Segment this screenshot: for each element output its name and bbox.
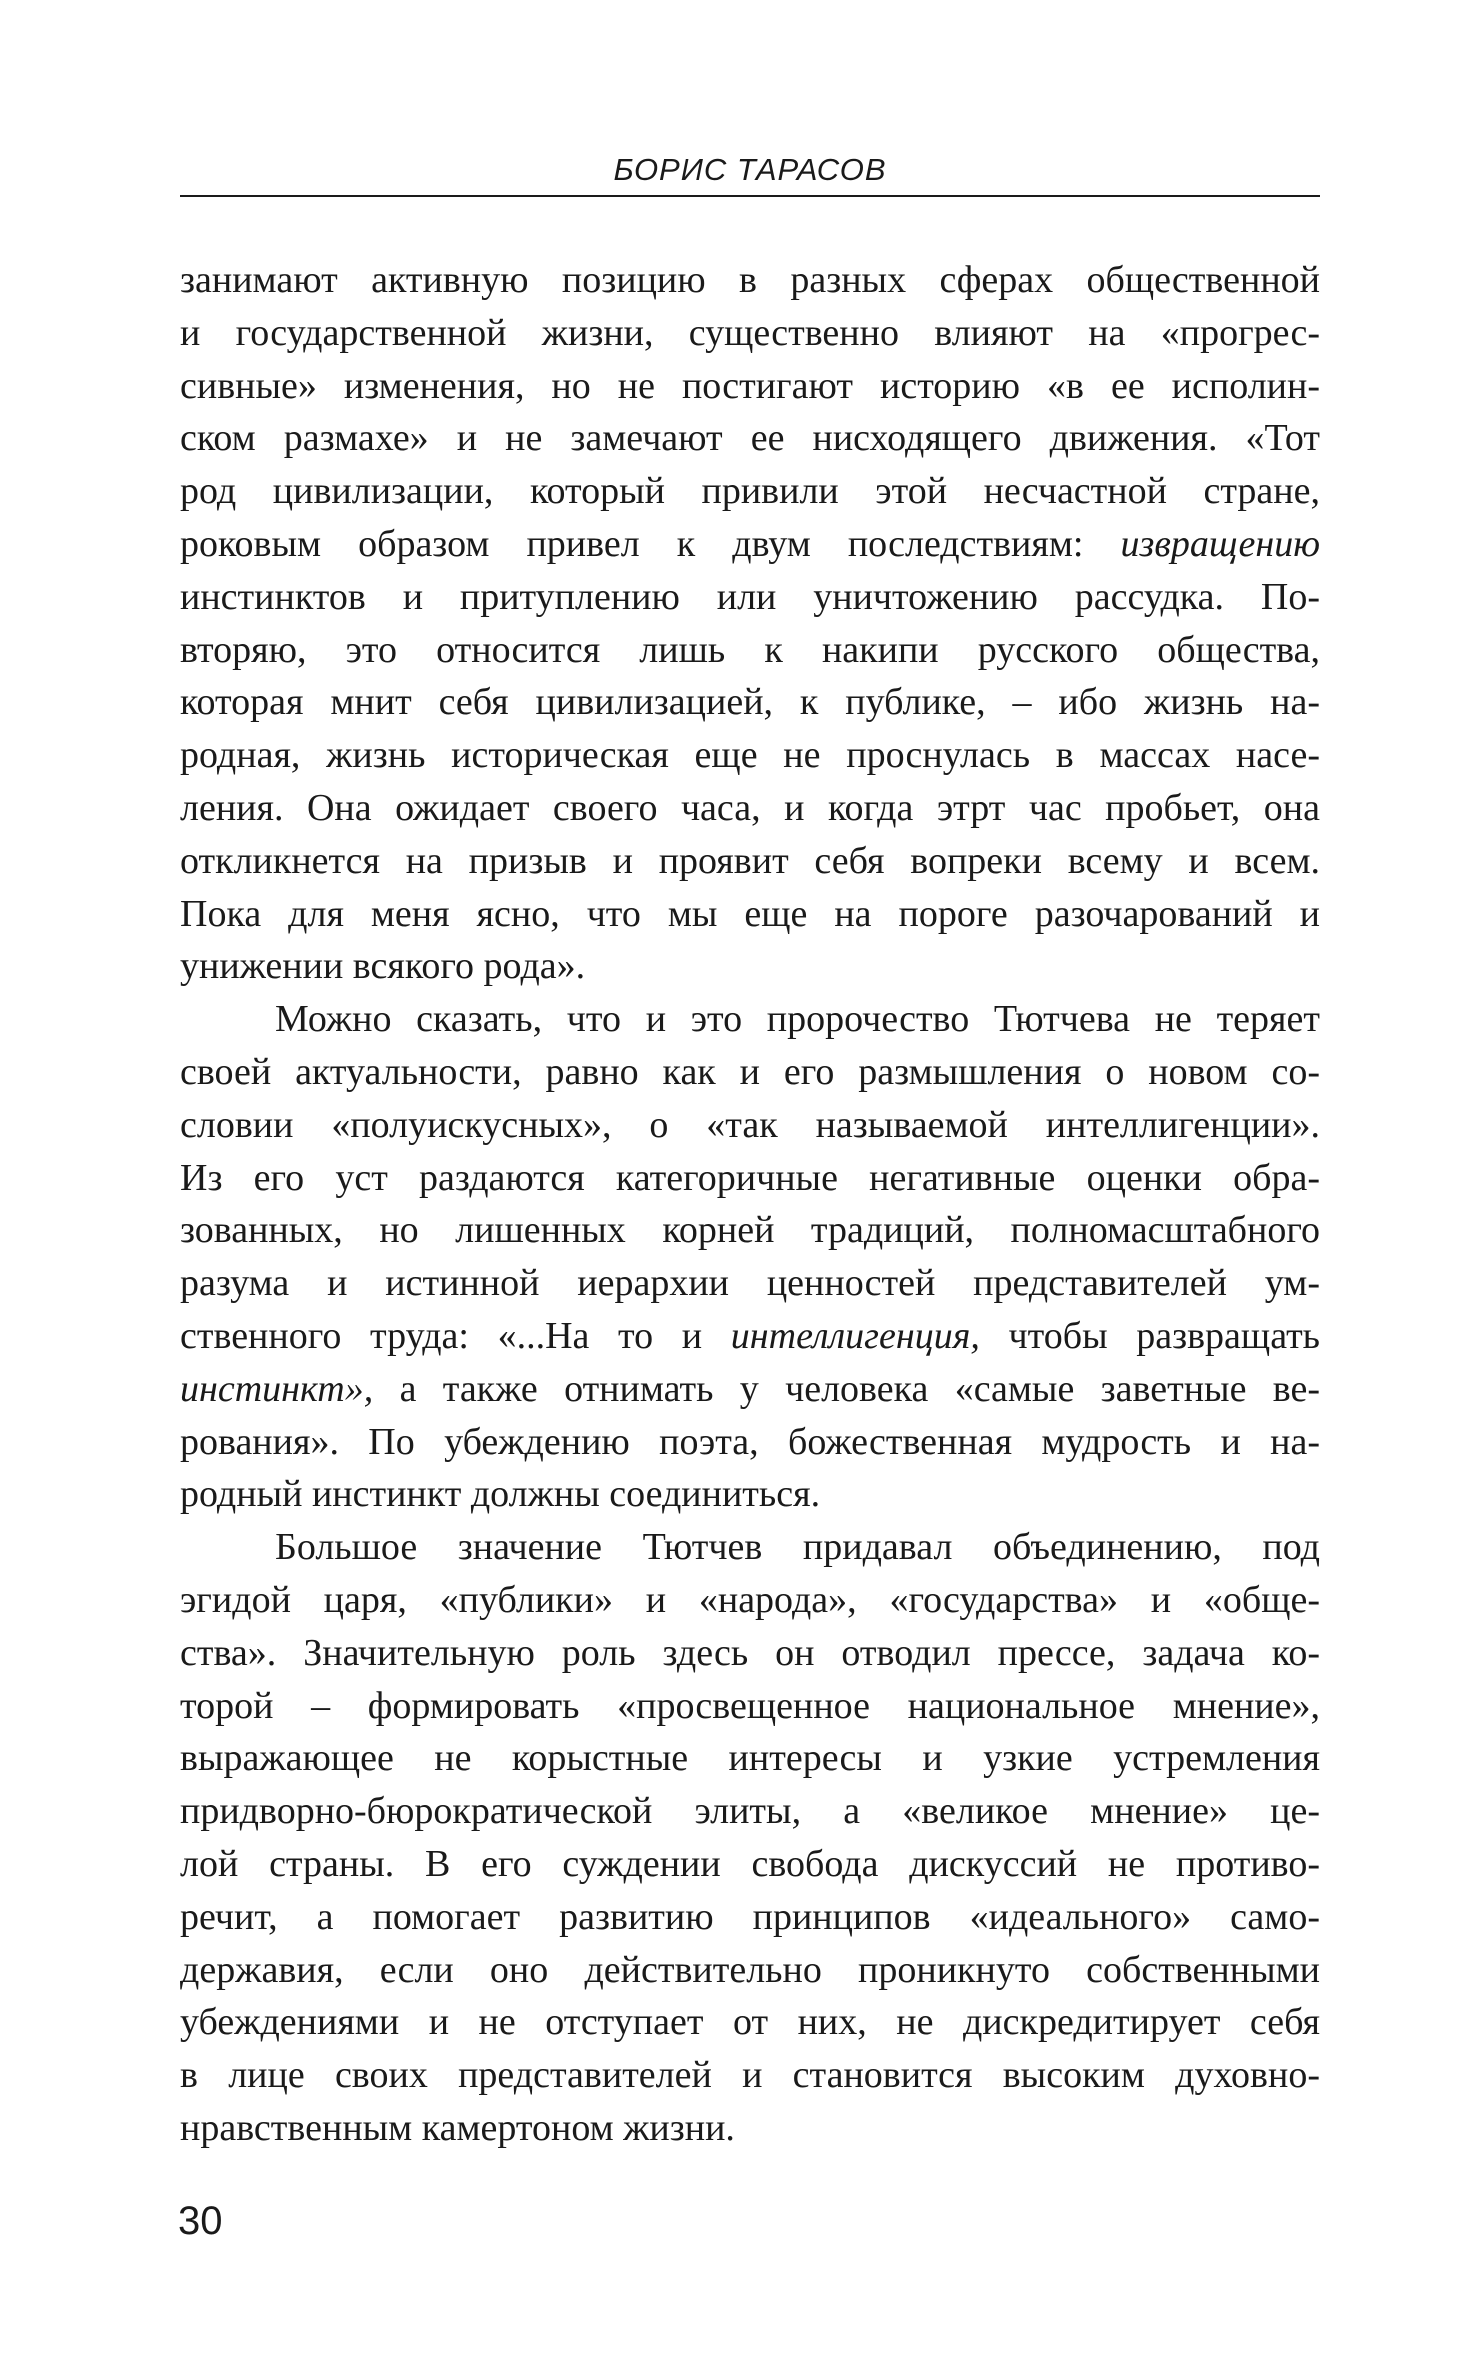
text-line: державия, если оно действительно проникнуто собственными [180, 1948, 1320, 1991]
text-line: лой страны. В его суждении свобода дискуссий не противо- [180, 1842, 1320, 1885]
text-line: занимают активную позицию в разных сферах общественной [180, 259, 1320, 301]
text-line: эгидой царя, «публики» и «народа», «государства» и «обще- [180, 1578, 1320, 1621]
text-line: выражающее не корыстные интересы и узкие устремления [180, 1737, 1320, 1780]
text-line: ственного труда: «...На то и интеллигенция, чтобы развращать [180, 1314, 1321, 1357]
text-line: откликнется на призыв и проявит себя вопреки всему и всем. [180, 839, 1320, 882]
text-line: род цивилизации, который привили этой несчастной стране, [180, 470, 1320, 513]
text-line: и государственной жизни, существенно влияют на «прогрес- [180, 311, 1320, 354]
paragraph-start-line: Большое значение Тютчев придавал объединению, под [275, 1526, 1320, 1569]
italic-emphasis: извращению [1120, 522, 1321, 565]
text-line: в лице своих представителей и становится высоким духовно- [180, 2054, 1320, 2097]
text-line: придворно-бюрократической элиты, а «великое мнение» це- [180, 1790, 1320, 1833]
text-line: ления. Она ожидает своего часа, и когда этрт час пробьет, она [180, 786, 1320, 829]
text-line: словии «полуискусных», о «так называемой интеллигенции». [180, 1103, 1320, 1146]
text-line: ском размахе» и не замечают ее нисходящего движения. «Тот [180, 417, 1320, 460]
text-line: зованных, но лишенных корней традиций, полномасштабного [180, 1209, 1320, 1252]
italic-emphasis: инстинкт», [180, 1367, 374, 1410]
text-line: инстинкт», а также отнимать у человека «самые заветные ве- [180, 1367, 1321, 1410]
text-line: унижении всякого рода». [180, 945, 586, 988]
text-line: Пока для меня ясно, что мы еще на пороге разочарований и [180, 892, 1320, 935]
text-line: Из его уст раздаются категоричные негативные оценки обра- [180, 1156, 1320, 1199]
text-line: роковым образом привел к двум последствиям: извращению [180, 522, 1321, 565]
text-line: ства». Значительную роль здесь он отводил прессе, задача ко- [180, 1631, 1320, 1674]
text-line: разума и истинной иерархии ценностей представителей ум- [180, 1262, 1320, 1305]
text-line: инстинктов и притуплению или уничтожению рассудка. По- [180, 575, 1320, 618]
text-line: сивные» изменения, но не постигают историю «в ее исполин- [180, 364, 1320, 407]
text-line: нравственным камертоном жизни. [180, 2106, 735, 2149]
text-line: родный инстинкт должны соединиться. [180, 1473, 821, 1516]
text-line: речит, а помогает развитию принципов «идеального» само- [180, 1895, 1320, 1938]
text-line: торой – формировать «просвещенное национальное мнение», [180, 1684, 1320, 1727]
text-line: рования». По убеждению поэта, божественная мудрость и на- [180, 1420, 1320, 1463]
text-line: своей актуальности, равно как и его размышления о новом со- [180, 1050, 1320, 1093]
italic-emphasis: интеллигенция, [730, 1314, 980, 1357]
text-line: которая мнит себя цивилизацией, к публике, – ибо жизнь на- [180, 681, 1320, 724]
header-rule [180, 195, 1320, 197]
body-text [180, 254, 1320, 2155]
text-line: вторяю, это относится лишь к накипи русского общества, [180, 628, 1320, 671]
page-number: 30 [178, 2199, 223, 2243]
paragraph-start-line: Можно сказать, что и это пророчество Тютчева не теряет [275, 998, 1320, 1041]
running-head: БОРИС ТАРАСОВ [613, 152, 887, 187]
text-line: родная, жизнь историческая еще не проснулась в массах насе- [180, 734, 1320, 777]
text-line: убеждениями и не отступает от них, не дискредитирует себя [180, 2001, 1320, 2044]
